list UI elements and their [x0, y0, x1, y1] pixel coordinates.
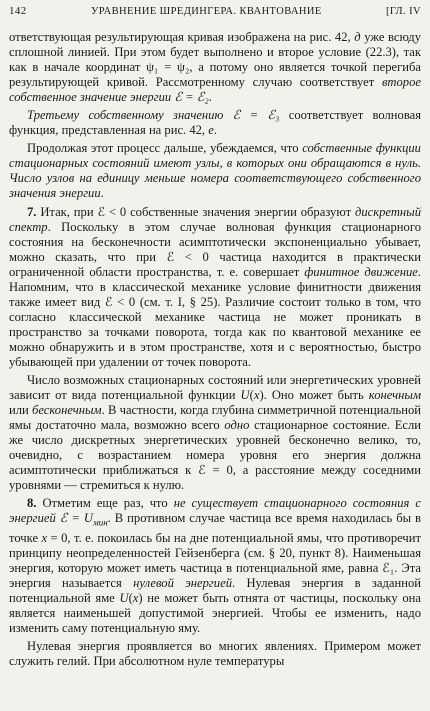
italic-text: второе собственное значение энергии ℰ = ℰ₂ — [9, 75, 421, 105]
paragraph — [9, 141, 421, 201]
text-run: . Нулевая энергия в заданной потенциальной яме — [9, 576, 421, 606]
section-number: 7. — [27, 204, 37, 219]
text-run: Итак, при ℰ < 0 собственные значения энергии образуют — [36, 204, 355, 219]
paragraph — [9, 373, 421, 493]
text-run: = 0, т. е. покоилась бы на дне потенциальной ямы, что противоречит принципу неопределенностей Гейзенберга (см. § 20, пункт 8). Наименьшая энергия, которую может иметь частица в потенциальной яме, равна ℰ₁. Эта энергия называется — [9, 531, 421, 591]
italic-text: x — [132, 591, 139, 606]
italic-text: x — [41, 531, 48, 546]
paragraph — [9, 496, 421, 636]
text-run: . — [213, 123, 217, 138]
text-run: Отметим еще раз, что — [36, 496, 174, 511]
section-number: 8. — [27, 496, 37, 511]
italic-text: Третьему собственному значению ℰ = ℰ₃ — [27, 108, 280, 123]
italic-text: д — [354, 30, 361, 44]
italic-text: U — [240, 388, 250, 403]
italic-text: не существует стационарного состояния с энергией ℰ = U — [9, 496, 422, 526]
text-run: ). Оно может быть — [259, 388, 369, 403]
text-run: уже всюду сплошной линией. При этом будет выполнено и второе условие (22.3), так как в начале координат ψ₁ = ψ₂, а потому оно является точкой перегиба результирующей кривой. Рассмотренному случаю соответствует — [9, 30, 421, 90]
italic-text: дискретный спектр — [9, 204, 421, 234]
text-run: . — [208, 90, 212, 105]
paragraph — [9, 108, 421, 138]
running-header — [9, 5, 421, 22]
running-title: УРАВНЕНИЕ ШРЕДИНГЕРА. КВАНТОВАНИЕ — [90, 6, 322, 17]
italic-text: одно — [224, 418, 250, 433]
text-run: стационарное состояние. Если же число дискретных энергетических уровней бесконечно велико, то, очевидно, с возрастанием номера уровня его энергия должна асимптотически приближаться к ℰ = 0, а расстояние между соседними уровнями — стремиться к нулю. — [9, 418, 421, 493]
text-run: . — [100, 186, 104, 201]
paragraph — [9, 205, 421, 371]
text-run: ( — [128, 591, 133, 606]
page-body — [9, 30, 421, 669]
text-run: . Поскольку в этом случае волновая функция стационарного состояния на бесконечности асимптотически экспоненциально убывает, можно сказать, что при ℰ < 0 частица находится в практически ограниченной области пространства, т. е. совершает — [9, 219, 421, 279]
text-run: . В частности, когда глубина симметричной потенциальной ямы достаточно мала, возможно всего — [9, 403, 421, 433]
text-run: ответствующая результирующая кривая изображена на рис. 42, — [9, 30, 355, 44]
text-run: Нулевая энергия проявляется во многих явлениях. Примером может служить гелий. При абсолютном нуле температуры — [9, 639, 421, 669]
italic-text: x — [253, 388, 260, 403]
italic-text: финитное движение — [304, 264, 418, 279]
paragraph — [9, 639, 421, 669]
text-run: . Напомним, что в классической механике условие финитности движения также имеет вид ℰ < 0 (см. т. I, § 25). Различие состоит только в том, что согласно классической механике частица не может проникать в пространство за точками поворота, тогда как по квантовой механике ее можно обнаружить и в этом пространстве, хотя и с вероятностью, быстро убывающей при удалении от точек поворота. — [9, 264, 421, 369]
text-run: соответствует волновая функция, представленная на рис. 42, — [9, 108, 422, 138]
text-run: ( — [249, 388, 254, 403]
chapter-label: [ГЛ. IV — [385, 6, 421, 17]
italic-text: бесконечным — [32, 403, 102, 418]
text-run: Число возможных стационарных состояний или энергетических уровней зависит от вида потенциальной функции — [9, 373, 421, 403]
italic-text: U — [119, 591, 129, 606]
text-run: . В противном случае частица все время находилась бы в точке — [9, 511, 421, 546]
text-run: ) не может быть отнята от частицы, поскольку она является наименьшей допустимой энергией. Чтобы ее изменить, надо изменить саму потенциальную яму. — [9, 591, 421, 636]
text-run: Продолжая этот процесс дальше, убеждаемся, что — [27, 141, 303, 156]
italic-text: конечным — [368, 388, 421, 403]
paragraph — [9, 30, 421, 105]
text-run: мин — [92, 517, 108, 528]
text-run: или — [9, 403, 33, 418]
italic-text: нулевой энергией — [133, 576, 232, 591]
page-number: 142 — [9, 5, 27, 17]
italic-text: е — [208, 123, 214, 138]
italic-text: собственные функции стационарных состояний имеют узлы, в которых они обращаются в нуль. Число узлов на единицу меньше номера соответствующего собственного значения энергии — [9, 141, 421, 201]
